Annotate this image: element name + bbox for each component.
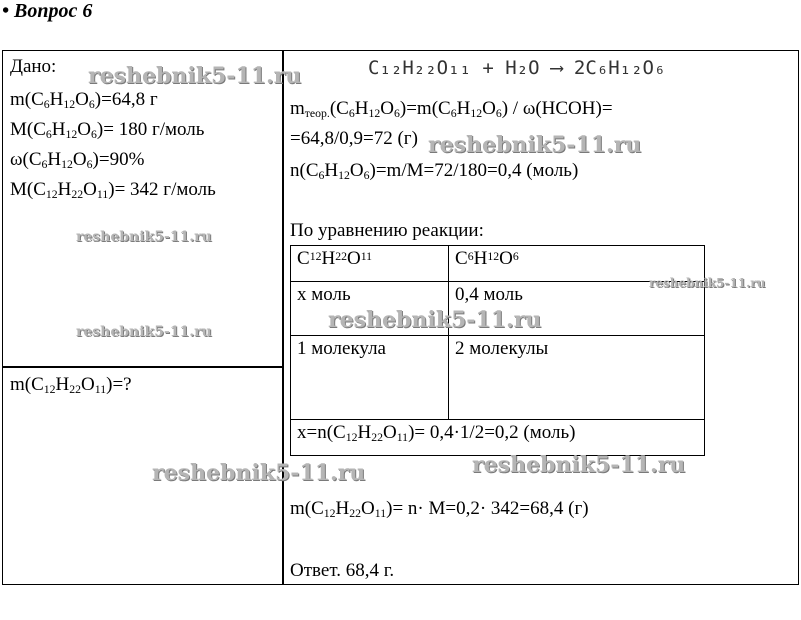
table-head-sucrose: $C^{12}H^{22}O^{11}$ [291,246,449,282]
watermark: reshebnik5-11.ru [649,276,766,290]
watermark: reshebnik5-11.ru [88,63,302,89]
reaction-ratio-table [290,245,705,456]
answer-line: Ответ. 68,4 г. [290,560,395,581]
find-line: $m(C_{12}H_{22}O_{11})=$? [10,374,132,396]
table-cell-glucose-mol: 0,4 моль [449,282,705,336]
moles-glucose-line: $n(C_6H_{12}O_6)=m/M=72/180=0,4$ (моль) [290,160,579,182]
given-line-yield: $\omega(C_6H_{12}O_6)=90\%$ [10,149,145,171]
mass-sucrose-line: $m(C_{12}H_{22}O_{11})= n\cdot M=0,2\cdot 342=68,4$ (г) [290,498,589,520]
column-divider [282,50,284,585]
watermark: reshebnik5-11.ru [472,452,686,478]
table-cell-two-molecules: 2 молекулы [449,336,705,420]
table-cell-one-molecule: 1 молекула [291,336,449,420]
given-find-divider [2,366,283,368]
watermark: reshebnik5-11.ru [76,229,212,245]
reaction-equation: C₁₂H₂₂O₁₁ + H₂O ⟶ 2C₆H₁₂O₆ [368,57,666,79]
by-reaction-label: По уравнению реакции: [290,220,484,241]
watermark: reshebnik5-11.ru [152,460,366,486]
table-result-row: $x=n(C_{12}H_{22}O_{11})= 0,4\cdot 1/2=0,2$ (моль) [291,420,705,456]
question-title: • Вопрос 6 [2,0,93,22]
given-line-molar-mass-sucrose: $M(C_{12}H_{22}O_{11})= 342$ г/моль [10,179,216,201]
watermark: reshebnik5-11.ru [76,324,212,340]
theoretical-mass-value: =64,8/0,9=72 (г) [290,128,418,149]
given-line-mass-glucose: $m(C_6H_{12}O_6)=64,8$ г [10,89,158,111]
given-line-molar-mass-glucose: $M(C_6H_{12}O_6)= 180$ г/моль [10,119,205,141]
watermark: reshebnik5-11.ru [328,307,542,333]
table-cell-x-mol: x моль [291,282,449,336]
given-header: Дано: [10,56,57,77]
table-head-glucose: $C^6H^{12}O^6$ [449,246,705,282]
watermark: reshebnik5-11.ru [428,132,642,158]
theoretical-mass-line: $m_{теор.}(C_6H_{12}O_6)=m(C_6H_{12}O_6)$ / ω(HCOH)= [290,98,613,120]
